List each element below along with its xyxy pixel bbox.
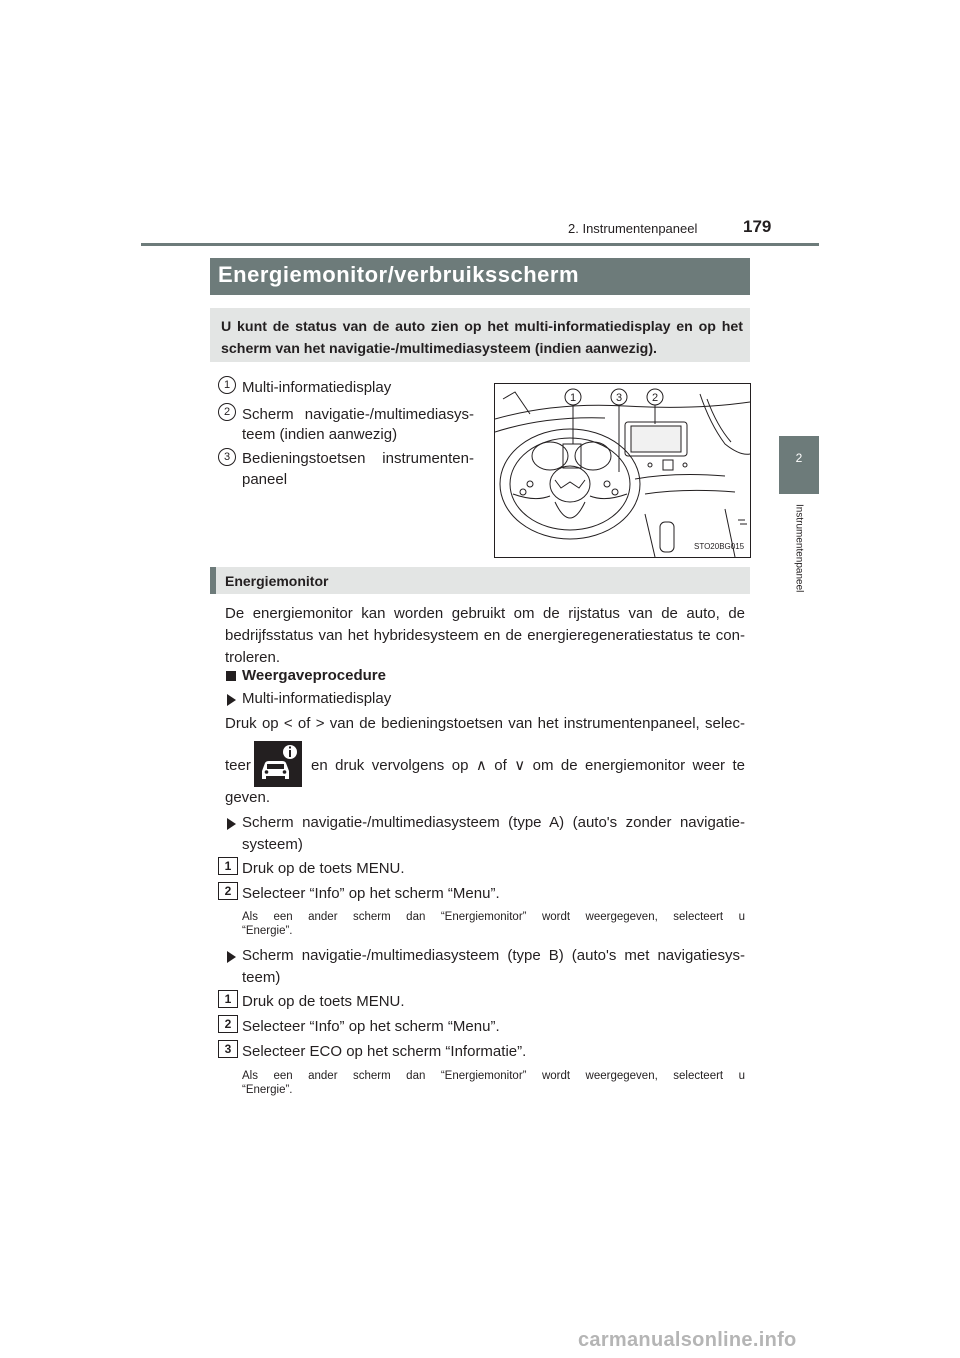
body-paragraph-line: geven. bbox=[225, 789, 271, 806]
body-paragraph-line: teer bbox=[225, 757, 251, 774]
type-a-title-cont: systeem) bbox=[242, 836, 303, 853]
figure-code: STO20BG015 bbox=[694, 542, 745, 551]
chapter-number: 2 bbox=[795, 451, 803, 465]
step-number-box: 2 bbox=[218, 1015, 238, 1033]
type-a-title: Scherm navigatie-/multimediasysteem (type A) (auto's zonder navigatie- bbox=[242, 814, 745, 831]
triangle-bullet-icon bbox=[227, 694, 236, 706]
subsection-item-title: Multi-informatiedisplay bbox=[242, 690, 392, 707]
header-rule bbox=[141, 243, 819, 246]
callout-3: 3 bbox=[615, 392, 623, 404]
chapter-label: Instrumentenpaneel bbox=[793, 504, 805, 593]
body-paragraph-line: en druk vervolgens op ∧ of ∨ om de energiemonitor weer te bbox=[311, 757, 745, 774]
callout-2: 2 bbox=[651, 392, 659, 404]
car-info-icon bbox=[254, 741, 302, 787]
dashboard-drawing bbox=[495, 384, 750, 557]
triangle-bullet-icon bbox=[227, 951, 236, 963]
car-info-icon-graphic bbox=[254, 741, 302, 787]
legend-item-2-cont: teem (indien aanwezig) bbox=[242, 426, 398, 443]
subsection-bar-accent bbox=[210, 567, 216, 594]
chapter-tab bbox=[779, 436, 819, 494]
legend-number-3: 3 bbox=[218, 448, 236, 466]
body-paragraph-line: Druk op < of > van de bedieningstoetsen van het instrumentenpaneel, selec- bbox=[225, 715, 745, 732]
type-a-step-1: Druk op de toets MENU. bbox=[242, 860, 405, 877]
type-b-step-3: Selecteer ECO op het scherm “Informatie”. bbox=[242, 1043, 527, 1060]
watermark: carmanualsonline.info bbox=[578, 1329, 797, 1351]
body-paragraph-line: troleren. bbox=[225, 649, 281, 666]
type-b-step-2: Selecteer “Info” op het scherm “Menu”. bbox=[242, 1018, 500, 1035]
type-a-step-2: Selecteer “Info” op het scherm “Menu”. bbox=[242, 885, 500, 902]
type-b-title: Scherm navigatie-/multimediasysteem (type B) (auto's met navigatiesys- bbox=[242, 947, 745, 964]
type-b-note-cont: “Energie”. bbox=[242, 1084, 293, 1096]
body-paragraph-line: De energiemonitor kan worden gebruikt om de rijstatus van de auto, de bbox=[225, 605, 745, 622]
step-number-box: 3 bbox=[218, 1040, 238, 1058]
legend-number-2: 2 bbox=[218, 403, 236, 421]
page-title: Energiemonitor/verbruiksscherm bbox=[218, 262, 580, 287]
legend-number-1: 1 bbox=[218, 376, 236, 394]
page-number: 179 bbox=[743, 217, 772, 236]
body-paragraph-line: bedrijfsstatus van het hybridesysteem en de energieregeneratiestatus te con- bbox=[225, 627, 745, 644]
step-number-box: 2 bbox=[218, 882, 238, 900]
procedure-heading: Weergaveprocedure bbox=[242, 667, 386, 684]
running-header-section: 2. Instrumentenpaneel bbox=[568, 221, 698, 236]
type-b-note: Als een ander scherm dan “Energiemonitor” wordt weergegeven, selecteert u bbox=[242, 1070, 745, 1082]
legend-item-1: Multi-informatiedisplay bbox=[242, 379, 392, 396]
legend-item-3-cont: paneel bbox=[242, 471, 288, 488]
intro-text: U kunt de status van de auto zien op het multi-informatiedisplay en op het scherm van het navigatie-/multimediasysteem (indien aanwezig). bbox=[221, 319, 743, 357]
subsection-title: Energiemonitor bbox=[225, 573, 329, 589]
step-number-box: 1 bbox=[218, 857, 238, 875]
type-a-note: Als een ander scherm dan “Energiemonitor” wordt weergegeven, selecteert u bbox=[242, 911, 745, 923]
step-number-box: 1 bbox=[218, 990, 238, 1008]
type-b-step-1: Druk op de toets MENU. bbox=[242, 993, 405, 1010]
type-a-note-cont: “Energie”. bbox=[242, 925, 293, 937]
legend-item-3: Bedieningstoetsen instrumenten- bbox=[242, 450, 474, 467]
triangle-bullet-icon bbox=[227, 818, 236, 830]
dashboard-illustration bbox=[494, 383, 751, 558]
callout-1: 1 bbox=[569, 392, 577, 404]
type-b-title-cont: teem) bbox=[242, 969, 281, 986]
square-bullet-icon bbox=[226, 671, 236, 681]
legend-item-2: Scherm navigatie-/multimediasys- bbox=[242, 406, 474, 423]
